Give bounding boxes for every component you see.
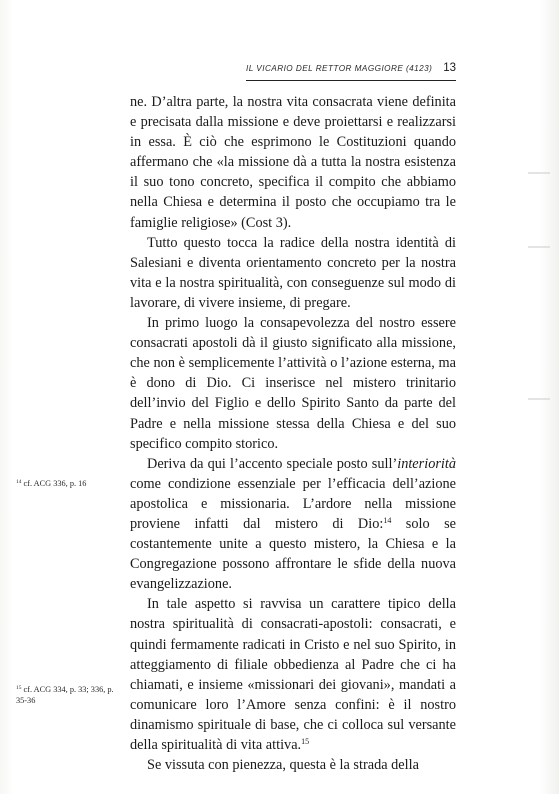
margin-footnote-14-text: cf. ACG 336, p. 16 xyxy=(23,479,87,488)
footnote-ref-15: 15 xyxy=(301,737,310,746)
paragraph-4-italic: interiorità xyxy=(397,455,456,472)
paragraph-5 xyxy=(130,594,456,755)
margin-footnote-15-text: cf. ACG 334, p. 33; 336, p. 35-36 xyxy=(16,685,114,705)
margin-footnote-14 xyxy=(16,478,118,489)
paragraph-3: In primo luogo la consapevolezza del nostro essere consacrati apostoli dà il giusto significato alla missione, che non è semplicemente l’attività o l’azione esterna, ma è dono di Dio. Ci inserisce nel mistero trinitario dell’invio del Figlio e dello Spirito Santo da parte del Padre e nella missione stessa della Chiesa e del suo specifico compito storico. xyxy=(130,315,456,452)
body-text xyxy=(130,92,456,775)
paragraph-4-text-a: Deriva da qui l’accento speciale posto sull’ xyxy=(147,455,398,472)
paragraph-6: Se vissuta con pienezza, questa è la strada della xyxy=(147,757,419,774)
footnote-ref-14: 14 xyxy=(383,515,392,525)
paragraph-5-text: In tale aspetto si ravvisa un carattere tipico della nostra spiritualità di consacrati-apostoli: consacrati, e quindi fermamente radicati in Cristo e nel suo Spirito, in atteggiamento di filiale obbedienza al Padre che ci ha chiamati, e insieme «missionari dei giovani», mandati a comunicare loro l’Amore senza confini: è il nostro dinamismo spirituale di base, che ci colloca sul versante della spiritualità di vita attiva. xyxy=(130,596,456,753)
show-through-mark xyxy=(528,172,550,174)
paragraph-1: ne. D’altra parte, la nostra vita consacrata viene definita e precisata dalla missione e deve proiettarsi e realizzarsi in essa. È ciò che esprimono le Costituzioni quando affermano che «la missione dà a tutta la nostra esistenza il suo tono concreto, specifica il compito che abbiamo nella Chiesa e determina il posto che occupiamo tra le famiglie religiose» (Cost 3). xyxy=(130,94,456,231)
margin-footnote-15 xyxy=(16,684,118,706)
margin-footnote-14-mark: 14 xyxy=(16,479,22,485)
paragraph-4-text-b: come condizione essenziale per l’efficacia dell’azione apostolica e missionaria. L’ardore nella missione proviene infatti dal mistero di Dio: xyxy=(130,475,456,532)
paragraph-2: Tutto questo tocca la radice della nostra identità di Salesiani e diventa orientamento concreto per la nostra vita e la nostra spiritualità, con conseguenze sul modo di lavorare, di vivere insieme, di pregare. xyxy=(130,234,456,311)
margin-footnote-15-mark: 15 xyxy=(16,685,22,691)
show-through-mark xyxy=(528,398,550,400)
show-through-mark xyxy=(528,246,550,248)
page-number: 13 xyxy=(443,62,456,74)
paragraph-4-text-c: solo se costantemente unite a questo mistero, la Chiesa e la Congregazione possono affrontare le sfide della nuova evangelizzazione. xyxy=(130,515,456,593)
running-header xyxy=(246,62,456,81)
paragraph-4 xyxy=(130,454,456,595)
running-title: IL VICARIO DEL RETTOR MAGGIORE (4123) xyxy=(246,64,433,73)
